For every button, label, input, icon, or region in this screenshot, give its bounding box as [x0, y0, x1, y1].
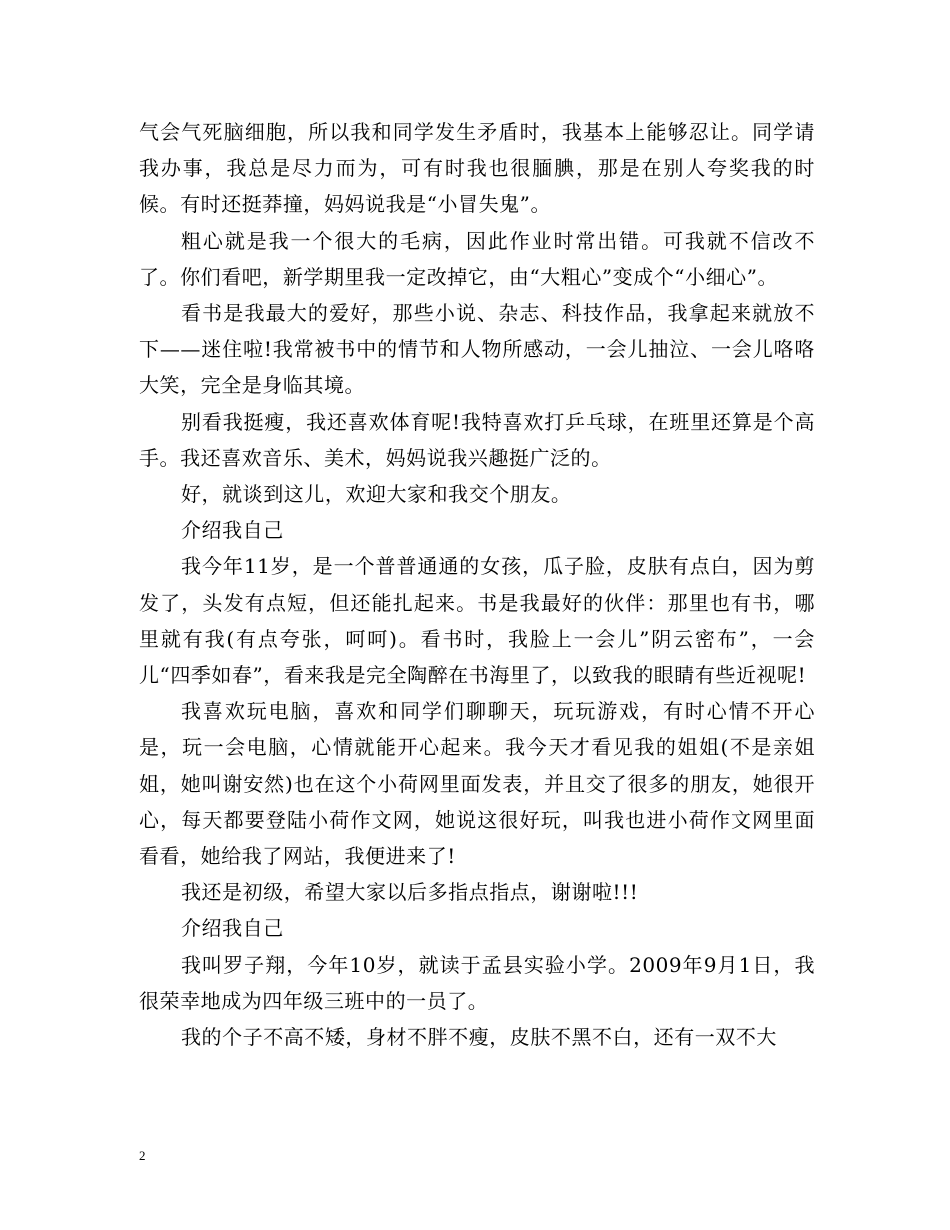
paragraph-4: 别看我挺瘦，我还喜欢体育呢!我特喜欢打乒乓球，在班里还算是个高手。我还喜欢音乐、美术，妈妈说我兴趣挺广泛的。	[139, 409, 815, 470]
paragraph-1: 气会气死脑细胞，所以我和同学发生矛盾时，我基本上能够忍让。同学请我办事，我总是尽力而为，可有时我也很腼腆，那是在别人夸奖我的时候。有时还挺莽撞，妈妈说我是“小冒失鬼”。	[139, 120, 815, 217]
paragraph-2: 粗心就是我一个很大的毛病，因此作业时常出错。可我就不信改不了。你们看吧，新学期里我一定改掉它，由“大粗心”变成个“小细心”。	[139, 228, 815, 289]
paragraph-10: 我的个子不高不矮，身材不胖不瘦，皮肤不黑不白，还有一双不大	[181, 1025, 777, 1050]
section-heading-2: 介绍我自己	[181, 916, 284, 941]
paragraph-3: 看书是我最大的爱好，那些小说、杂志、科技作品，我拿起来就放不下——迷住啦!我常被书中的情节和人物所感动，一会儿抽泣、一会儿咯咯大笑，完全是身临其境。	[139, 301, 815, 398]
section-heading-1: 介绍我自己	[181, 518, 284, 543]
paragraph-9: 我叫罗子翔，今年10岁，就读于孟县实验小学。2009年9月1日，我很荣幸地成为四年级三班中的一员了。	[139, 952, 815, 1013]
body-text	[139, 114, 815, 1055]
paragraph-6: 我今年11岁，是一个普普通通的女孩，瓜子脸，皮肤有点白，因为剪发了，头发有点短，但还能扎起来。书是我最好的伙伴：那里也有书，哪里就有我(有点夸张，呵呵)。看书时，我脸上一会儿”阴云密布”，一会儿“四季如春”，看来我是完全陶醉在书海里了，以致我的眼睛有些近视呢!	[139, 554, 815, 688]
paragraph-7: 我喜欢玩电脑，喜欢和同学们聊聊天，玩玩游戏，有时心情不开心是，玩一会电脑，心情就能开心起来。我今天才看见我的姐姐(不是亲姐姐，她叫谢安然)也在这个小荷网里面发表，并且交了很多的朋友，她很开心，每天都要登陆小荷作文网，她说这很好玩，叫我也进小荷作文网里面看看，她给我了网站，我便进来了!	[139, 699, 815, 869]
paragraph-5: 好，就谈到这儿，欢迎大家和我交个朋友。	[181, 482, 572, 507]
paragraph-8: 我还是初级，希望大家以后多指点指点，谢谢啦!!!	[181, 880, 639, 905]
page-number: 2	[139, 1148, 146, 1163]
